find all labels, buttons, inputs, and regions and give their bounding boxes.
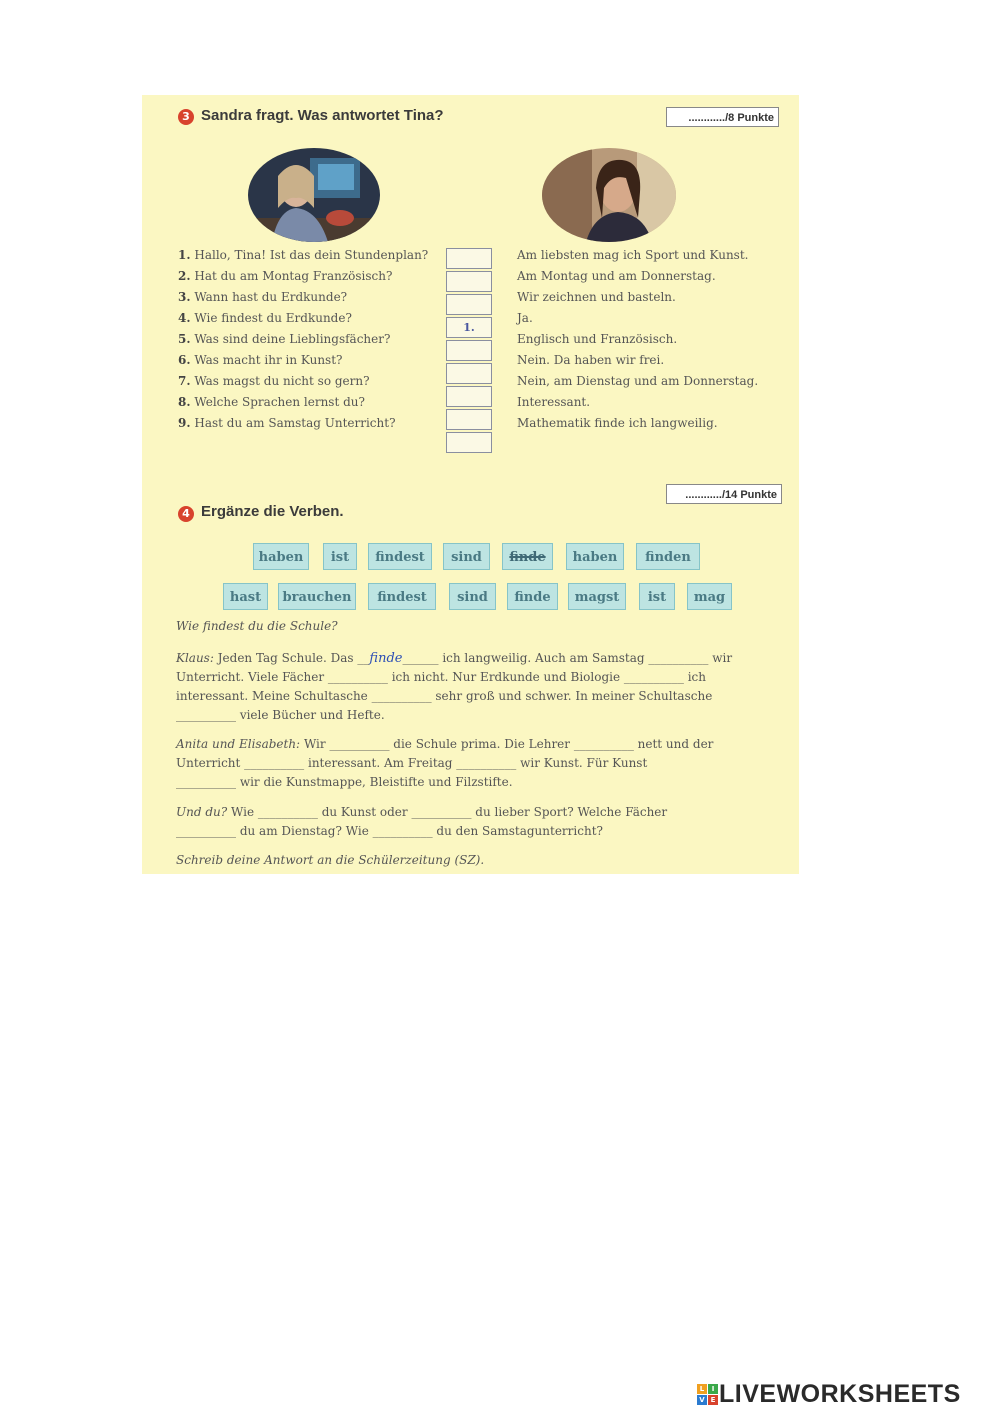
answer-option-9: Mathematik finde ich langweilig.: [517, 416, 718, 430]
question-4: 4. Wie findest du Erdkunde?: [178, 311, 352, 325]
answer-box-column: [446, 248, 492, 455]
question-8: 8. Welche Sprachen lernst du?: [178, 395, 365, 409]
answer-box-2[interactable]: [446, 271, 492, 292]
word-chip[interactable]: haben: [566, 543, 624, 570]
question-3: 3. Wann hast du Erdkunde?: [178, 290, 348, 304]
klaus-line-2: Unterricht. Viele Fächer __________ ich nicht. Nur Erdkunde und Biologie __________ ich: [176, 670, 706, 684]
section-4-number-badge: 4: [178, 506, 194, 522]
word-chip[interactable]: magst: [568, 583, 626, 610]
answer-box-7[interactable]: [446, 386, 492, 407]
answer-box-1[interactable]: [446, 248, 492, 269]
answer-option-2: Am Montag und am Donnerstag.: [517, 269, 716, 283]
word-chip[interactable]: ist: [323, 543, 357, 570]
answer-option-8: Interessant.: [517, 395, 591, 409]
word-chip[interactable]: finde: [507, 583, 558, 610]
word-chip[interactable]: brauchen: [278, 583, 356, 610]
answer-box-4[interactable]: 1.: [446, 317, 492, 338]
worksheet-page: [142, 95, 799, 874]
section-3-points-box: ............/8 Punkte: [666, 107, 779, 127]
word-chip[interactable]: ist: [639, 583, 675, 610]
liveworksheets-logo-icon: L I V E: [697, 1384, 719, 1406]
word-chip[interactable]: haben: [253, 543, 309, 570]
word-chip[interactable]: hast: [223, 583, 268, 610]
girl-with-computer-image: [248, 148, 380, 242]
answer-option-1: Am liebsten mag ich Sport und Kunst.: [517, 248, 749, 262]
answer-option-3: Wir zeichnen und basteln.: [517, 290, 676, 304]
word-chip[interactable]: mag: [687, 583, 732, 610]
brand-name: LIVEWORKSHEETS: [719, 1380, 961, 1408]
answer-box-3[interactable]: [446, 294, 492, 315]
word-chip[interactable]: sind: [443, 543, 490, 570]
word-chip[interactable]: findest: [368, 583, 436, 610]
filled-answer[interactable]: finde: [369, 651, 403, 666]
section-4-title: Ergänze die Verben.: [201, 503, 344, 520]
klaus-line-3: interessant. Meine Schultasche __________ sehr groß und schwer. In meiner Schultasche: [176, 689, 713, 703]
und-du-line-2: __________ du am Dienstag? Wie __________ du den Samstagunterricht?: [176, 824, 603, 838]
anita-line-3: __________ wir die Kunstmappe, Bleistifte und Filzstifte.: [176, 775, 513, 789]
question-1: 1. Hallo, Tina! Ist das dein Stundenplan?: [178, 248, 429, 262]
klaus-line-4: __________ viele Bücher und Hefte.: [176, 708, 385, 722]
question-7: 7. Was magst du nicht so gern?: [178, 374, 370, 388]
answer-box-5[interactable]: [446, 340, 492, 361]
word-chip[interactable]: findest: [368, 543, 432, 570]
question-2: 2. Hat du am Montag Französisch?: [178, 269, 393, 283]
tina-photo: [542, 148, 676, 242]
writing-instruction: Schreib deine Antwort an die Schülerzeitung (SZ).: [176, 853, 485, 867]
section-4-points-box: ............/14 Punkte: [666, 484, 782, 504]
word-chip[interactable]: sind: [449, 583, 496, 610]
answer-option-6: Nein. Da haben wir frei.: [517, 353, 665, 367]
answer-box-9[interactable]: [446, 432, 492, 453]
question-6: 6. Was macht ihr in Kunst?: [178, 353, 343, 367]
text-question: Wie findest du die Schule?: [176, 619, 338, 633]
question-5: 5. Was sind deine Lieblingsfächer?: [178, 332, 391, 346]
klaus-line-1: Klaus: Jeden Tag Schule. Das __finde______ ich langweilig. Auch am Samstag __________ wir: [176, 651, 733, 666]
word-chip-used[interactable]: finde: [502, 543, 553, 570]
answer-option-4: Ja.: [517, 311, 533, 325]
answer-box-8[interactable]: [446, 409, 492, 430]
girl-portrait-image: [542, 148, 676, 242]
word-chip[interactable]: finden: [636, 543, 700, 570]
anita-line-1: Anita und Elisabeth: Wir __________ die Schule prima. Die Lehrer __________ nett und der: [176, 737, 714, 751]
sandra-photo: [248, 148, 380, 242]
liveworksheets-brand: [697, 1380, 961, 1408]
question-9: 9. Hast du am Samstag Unterricht?: [178, 416, 396, 430]
und-du-line-1: Und du? Wie __________ du Kunst oder __________ du lieber Sport? Welche Fächer: [176, 805, 668, 819]
section-3-number-badge: 3: [178, 109, 194, 125]
anita-line-2: Unterricht __________ interessant. Am Freitag __________ wir Kunst. Für Kunst: [176, 756, 648, 770]
answer-option-5: Englisch und Französisch.: [517, 332, 678, 346]
answer-box-6[interactable]: [446, 363, 492, 384]
answer-option-7: Nein, am Dienstag und am Donnerstag.: [517, 374, 759, 388]
section-3-title: Sandra fragt. Was antwortet Tina?: [201, 107, 444, 124]
